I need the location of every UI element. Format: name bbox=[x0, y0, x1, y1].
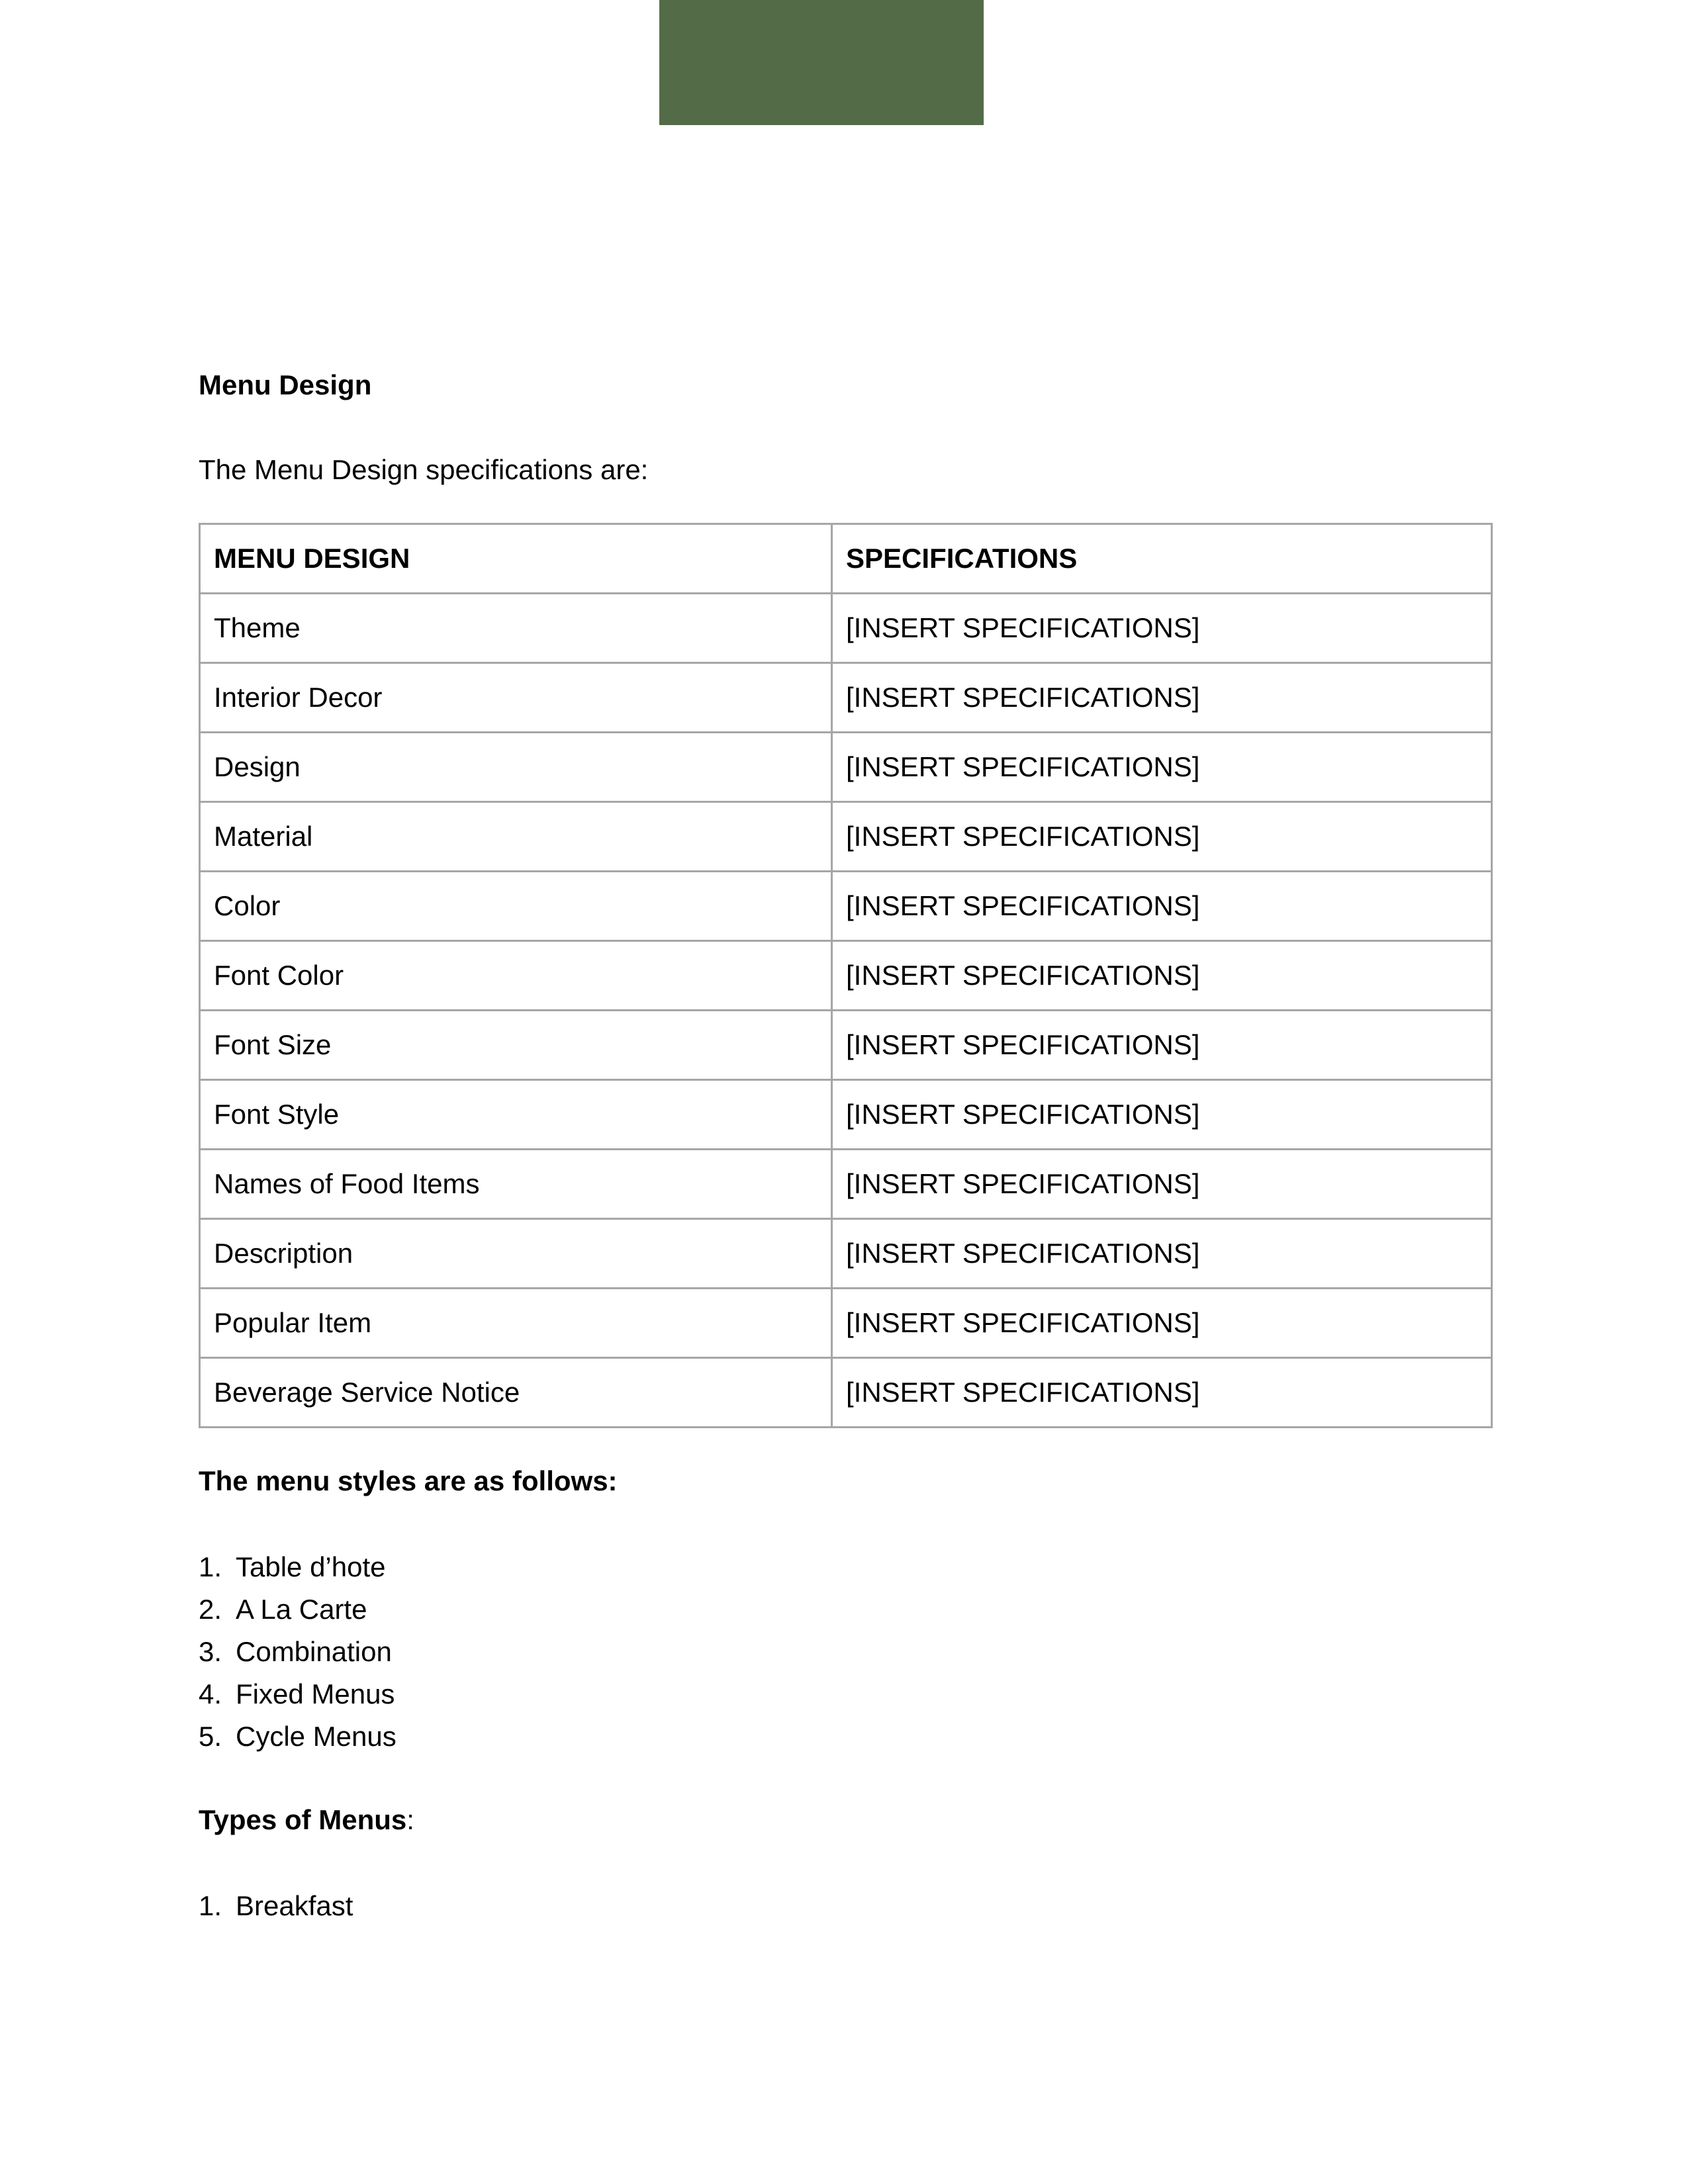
table-row bbox=[200, 663, 1492, 733]
table-cell-spec: [INSERT SPECIFICATIONS] bbox=[832, 941, 1492, 1011]
menu-styles-list bbox=[199, 1546, 1491, 1758]
list-item bbox=[199, 1546, 1491, 1588]
table-cell-item: Popular Item bbox=[200, 1289, 832, 1358]
menu-types-heading-colon: : bbox=[406, 1804, 414, 1835]
list-item bbox=[199, 1588, 1491, 1631]
table-row bbox=[200, 941, 1492, 1011]
table-cell-item: Font Style bbox=[200, 1080, 832, 1150]
table-cell-item: Font Color bbox=[200, 941, 832, 1011]
section-title: Menu Design bbox=[199, 369, 372, 400]
table-cell-spec: [INSERT SPECIFICATIONS] bbox=[832, 733, 1492, 802]
table-cell-spec: [INSERT SPECIFICATIONS] bbox=[832, 1219, 1492, 1289]
table-row bbox=[200, 872, 1492, 941]
table-cell-item: Design bbox=[200, 733, 832, 802]
table-row bbox=[200, 733, 1492, 802]
table-cell-spec: [INSERT SPECIFICATIONS] bbox=[832, 872, 1492, 941]
list-item-label: Cycle Menus bbox=[236, 1721, 397, 1752]
menu-design-table bbox=[199, 523, 1493, 1428]
list-item-number: 5. bbox=[199, 1721, 222, 1752]
table-cell-item: Color bbox=[200, 872, 832, 941]
table-row bbox=[200, 1219, 1492, 1289]
table-row bbox=[200, 1150, 1492, 1219]
table-row bbox=[200, 1358, 1492, 1428]
table-header-row bbox=[200, 524, 1492, 594]
table-cell-spec: [INSERT SPECIFICATIONS] bbox=[832, 1358, 1492, 1428]
list-item-label: Table d’hote bbox=[236, 1551, 386, 1582]
header-color-block bbox=[659, 0, 984, 125]
table-header-menu-design: MENU DESIGN bbox=[200, 524, 832, 594]
table-cell-item: Beverage Service Notice bbox=[200, 1358, 832, 1428]
document-content bbox=[199, 365, 1491, 1927]
list-item-number: 1. bbox=[199, 1890, 222, 1921]
table-cell-spec: [INSERT SPECIFICATIONS] bbox=[832, 802, 1492, 872]
table-cell-spec: [INSERT SPECIFICATIONS] bbox=[832, 594, 1492, 663]
table-row bbox=[200, 594, 1492, 663]
list-item-number: 3. bbox=[199, 1636, 222, 1667]
table-cell-spec: [INSERT SPECIFICATIONS] bbox=[832, 1011, 1492, 1080]
list-item-number: 1. bbox=[199, 1551, 222, 1582]
table-cell-item: Material bbox=[200, 802, 832, 872]
intro-text: The Menu Design specifications are: bbox=[199, 454, 649, 485]
table-cell-item: Names of Food Items bbox=[200, 1150, 832, 1219]
table-cell-item: Interior Decor bbox=[200, 663, 832, 733]
table-cell-spec: [INSERT SPECIFICATIONS] bbox=[832, 663, 1492, 733]
list-item-number: 2. bbox=[199, 1594, 222, 1625]
list-item-number: 4. bbox=[199, 1678, 222, 1709]
table-row bbox=[200, 1011, 1492, 1080]
table-row bbox=[200, 1289, 1492, 1358]
menu-types-list bbox=[199, 1885, 1491, 1927]
table-row bbox=[200, 1080, 1492, 1150]
table-cell-spec: [INSERT SPECIFICATIONS] bbox=[832, 1289, 1492, 1358]
table-cell-item: Font Size bbox=[200, 1011, 832, 1080]
list-item bbox=[199, 1631, 1491, 1673]
table-header-specifications: SPECIFICATIONS bbox=[832, 524, 1492, 594]
list-item-label: A La Carte bbox=[236, 1594, 367, 1625]
list-item-label: Fixed Menus bbox=[236, 1678, 395, 1709]
menu-types-heading-bold: Types of Menus bbox=[199, 1804, 407, 1835]
table-row bbox=[200, 802, 1492, 872]
list-item-label: Breakfast bbox=[236, 1890, 353, 1921]
menu-types-heading bbox=[199, 1800, 1491, 1840]
table-cell-item: Theme bbox=[200, 594, 832, 663]
list-item-label: Combination bbox=[236, 1636, 392, 1667]
list-item bbox=[199, 1885, 1491, 1927]
table-cell-spec: [INSERT SPECIFICATIONS] bbox=[832, 1080, 1492, 1150]
list-item bbox=[199, 1715, 1491, 1758]
table-cell-item: Description bbox=[200, 1219, 832, 1289]
table-cell-spec: [INSERT SPECIFICATIONS] bbox=[832, 1150, 1492, 1219]
list-item bbox=[199, 1673, 1491, 1715]
menu-styles-heading: The menu styles are as follows: bbox=[199, 1465, 618, 1496]
